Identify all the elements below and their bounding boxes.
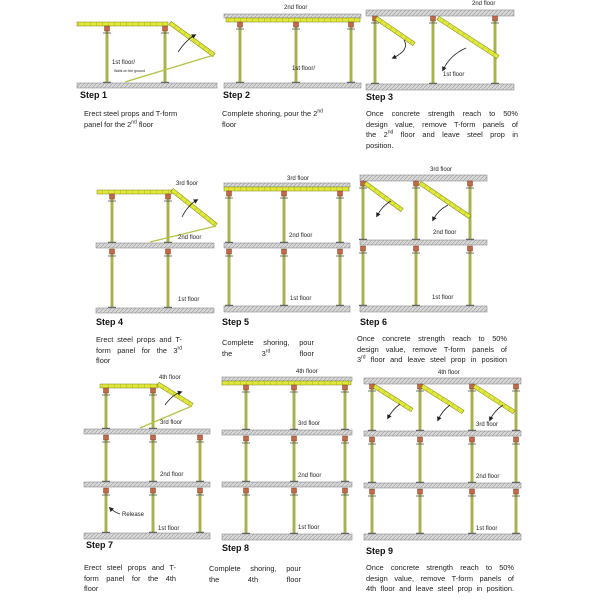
prop-jack-head [468,181,473,186]
steel-prop [416,384,424,431]
prop-jack-head [227,249,232,254]
floor-slab [364,378,521,384]
tilted-t-form-panel [419,181,471,218]
steel-prop [512,489,520,534]
arrow [433,205,448,220]
step-label: Step 2 [223,90,251,100]
caption-line: floor [222,119,237,129]
panel-body [419,181,471,218]
prop-jack-head [166,194,171,199]
step-caption [222,109,342,130]
caption-line: Complete shoring, pour [209,564,301,573]
steel-prop [102,488,110,533]
prop-jack-head [343,488,348,493]
prop-jack-head [166,249,171,254]
ground-slab [224,83,361,88]
arrow [438,405,450,420]
steel-prop [225,249,233,306]
prop-jack-head [104,388,109,393]
caption-line: 4th floor and leave steel prop in position. [366,584,514,593]
prop-jack-head [470,437,475,442]
caption-line: Erect steel props and T- [96,335,182,344]
floor-label: 1st floor [158,526,180,532]
steel-prop [108,249,116,308]
steel-prop [512,384,520,431]
step-caption [222,338,314,359]
steel-prop [466,246,474,306]
prop-jack-head [370,437,375,442]
panel-step-3 [366,10,514,90]
ground-slab [224,306,350,312]
prop-jack-head [493,16,498,21]
steel-prop [164,249,172,308]
panel-body [375,16,415,45]
floor-label: 4th floor [296,369,318,375]
steel-prop [341,385,349,430]
floor-slab [364,483,521,488]
floor-label: 2nd floor [178,235,202,241]
panel-body [473,384,515,413]
prop-jack-head [343,385,348,390]
steel-prop [164,194,172,243]
t-form-panel [224,187,349,191]
step-label: Step 8 [222,543,250,553]
steel-prop [341,436,349,482]
floor-label: 1st floor [178,297,200,303]
steel-prop [280,249,288,306]
step-label: Step 3 [366,92,394,102]
floor-label: 1st floor [432,295,454,301]
floor-slab [84,429,210,434]
prop-jack-head [431,16,436,21]
step-caption [366,563,514,595]
floor-label: 1st floor [476,526,498,532]
steel-prop [102,388,110,429]
steel-prop [290,488,298,534]
steel-prop [359,246,367,306]
caption-line: 3rd floor and leave steel prop in position [357,354,507,364]
floor-slab [222,482,352,487]
steel-prop [466,181,474,240]
panel-step-7 [84,382,210,539]
panel-step-8 [222,377,352,540]
caption-line: form panel for the 3rd [96,345,182,355]
panel-body [437,16,499,58]
steel-prop [347,22,355,83]
ground-slab [77,83,217,88]
panel-step-6 [359,175,487,312]
caption-line: Once concrete strength reach to 50% [366,563,514,572]
t-form-panel [226,18,360,22]
steel-prop [225,191,233,243]
tilted-t-form-panel [437,16,499,58]
steel-prop [196,488,204,533]
steel-prop [468,384,476,431]
prop-jack-head [110,249,115,254]
steel-prop [359,181,367,240]
caption-line: Complete shoring, pour the 2nd [222,108,323,118]
steel-prop [242,385,250,430]
release-note: Release [122,512,145,518]
arrow [388,404,400,418]
ground-slab [96,308,214,313]
ground-slab [364,534,521,540]
prop-jack-head [227,191,232,196]
prop-jack-head [238,22,243,27]
steel-prop [102,435,110,482]
steel-prop [416,437,424,483]
floor-label: 2nd floor [160,472,184,478]
step-label: Step 6 [360,317,388,327]
prop-jack-head [361,246,366,251]
steel-prop [336,249,344,306]
tilted-t-form-panel [375,16,415,45]
step-caption [357,334,507,366]
steel-prop [416,489,424,534]
floor-label: 3rd floor [298,421,321,427]
steel-prop [236,22,244,83]
ground-note: Walls on the ground [114,69,145,73]
caption-line: Complete shoring, pour [222,338,314,347]
step-label: Step 7 [86,540,114,550]
tilted-t-form-panel [169,21,215,56]
ground-slab [222,534,352,540]
t-form-panel [77,22,168,26]
floor-slab [364,431,521,436]
steel-prop [290,436,298,482]
floor-label: 3rd floor [287,176,310,182]
prop-jack-head [151,435,156,440]
caption-line: design value, remove T-form panels of [357,344,507,354]
steel-prop [103,26,111,83]
tilted-t-form-panel [171,188,217,226]
floor-label: 3rd floor [430,167,453,173]
prop-jack-head [110,194,115,199]
floor-label: 2nd floor [289,233,313,239]
prop-jack-head [104,488,109,493]
step-label: Step 4 [96,317,124,327]
step-label: Step 9 [366,546,394,556]
floor-slab [224,243,350,248]
caption-line: design value, remove T-form panels of [366,573,514,583]
panel-body [421,384,464,413]
prop-jack-head [349,22,354,27]
step-label: Step 1 [80,90,108,100]
floor-label: 2nd floor [284,5,308,11]
floor-label: 4th floor [438,370,460,376]
floor-slab [84,482,210,487]
steel-prop [336,191,344,243]
steel-prop [368,384,376,431]
panel-body [171,188,217,226]
steel-prop [512,437,520,483]
floor-slab [222,430,352,435]
caption-line: Once concrete strength reach to 50% [366,109,518,118]
floor-label: 3rd floor [476,422,499,428]
ground-slab [360,306,487,312]
steel-prop [368,437,376,483]
tilted-t-form-panel [473,384,515,413]
panel-step-2 [224,14,361,88]
floor-slab [222,377,352,381]
prop-jack-head [370,489,375,494]
arrow [490,405,503,420]
steel-prop [149,488,157,533]
caption-line: floor [84,584,99,593]
steel-prop [242,488,250,534]
steel-prop [108,194,116,243]
step-caption [84,109,204,130]
steel-prop [371,16,379,84]
floor-slab [96,243,214,248]
arrow [443,48,466,70]
prop-jack-head [468,246,473,251]
floor-slab [224,14,361,18]
prop-jack-head [198,488,203,493]
floor-label: 2nd floor [472,1,496,7]
steel-prop [491,16,499,84]
caption-line: floor [96,356,111,365]
panel-step-1 [77,21,217,88]
step-caption [96,335,182,367]
floor-label: 4th floor [159,375,181,381]
steel-prop [412,181,420,240]
prop-jack-head [163,26,168,31]
panel-step-4 [96,188,217,313]
prop-jack-head [514,489,519,494]
prop-jack-head [292,488,297,493]
steel-prop [196,435,204,482]
t-form-panel [222,381,351,385]
tilted-t-form-panel [421,384,464,413]
prop-jack-head [292,385,297,390]
prop-jack-head [514,437,519,442]
t-form-panel [97,190,172,194]
steel-prop [290,385,298,430]
prop-jack-head [294,22,299,27]
caption-line: the 3rd floor [222,348,314,358]
floor-label: 3rd floor [160,420,183,426]
prop-jack-head [338,249,343,254]
floor-label: 1st floor/ [292,66,316,72]
prop-jack-head [470,489,475,494]
prop-jack-head [151,488,156,493]
caption-line: panel for the 2nd floor [84,119,154,129]
steel-prop [149,435,157,482]
prop-jack-head [244,488,249,493]
steel-prop [468,489,476,534]
prop-jack-head [418,489,423,494]
prop-jack-head [198,435,203,440]
step-caption [366,109,518,151]
ground-slab [366,84,514,90]
steel-prop [368,489,376,534]
caption-line: position. [366,140,394,150]
floor-label: 2nd floor [476,474,500,480]
steel-prop [280,191,288,243]
prop-jack-head [105,26,110,31]
caption-line: form panel for the 4th [84,573,176,583]
t-form-panel [100,384,158,388]
floor-label: 2nd floor [433,230,457,236]
prop-jack-head [343,436,348,441]
steel-prop [468,437,476,483]
caption-line: the 2nd floor and leave steel prop in [366,129,518,139]
floor-slab [366,10,514,16]
floor-slab [360,240,487,245]
prop-jack-head [338,191,343,196]
arrow [110,508,120,514]
step-caption [84,563,176,595]
steel-prop [161,26,169,83]
prop-jack-head [282,249,287,254]
prop-jack-head [292,436,297,441]
prop-jack-head [282,191,287,196]
caption-line: design value, remove T-form panels of [366,119,518,129]
prop-jack-head [244,385,249,390]
caption-line: Erect steel props and T- [84,563,176,572]
prop-jack-head [418,437,423,442]
steel-prop [292,22,300,83]
arrow [377,201,391,216]
step-label: Step 5 [222,317,250,327]
prop-jack-head [514,384,519,389]
steel-prop [429,16,437,84]
panel-body [373,384,413,411]
prop-jack-head [414,181,419,186]
floor-label: 1st floor [290,296,312,302]
prop-jack-head [104,435,109,440]
floor-label: 1st floor [298,525,320,531]
steel-prop [341,488,349,534]
caption-line: Erect steel props and T-form [84,109,178,118]
panel-step-5 [224,183,350,312]
steel-prop [242,436,250,482]
arrow [393,40,406,58]
panel-step-9 [364,378,521,540]
prop-jack-head [414,246,419,251]
floor-label: 1st floor/ [112,60,136,66]
prop-jack-head [244,436,249,441]
floor-label: 1st floor [443,72,465,78]
prop-jack-head [151,388,156,393]
caption-line: Once concrete strength reach to 50% [357,334,507,343]
step-caption [209,564,301,585]
ground-slab [84,533,210,539]
floor-label: 3rd floor [176,181,199,187]
caption-line: the 4th floor [209,574,301,584]
steel-prop [412,246,420,306]
floor-label: 2nd floor [298,473,322,479]
tilted-t-form-panel [373,384,413,411]
floor-slab [360,175,487,181]
panel-body [169,21,215,56]
floor-slab [224,183,350,187]
